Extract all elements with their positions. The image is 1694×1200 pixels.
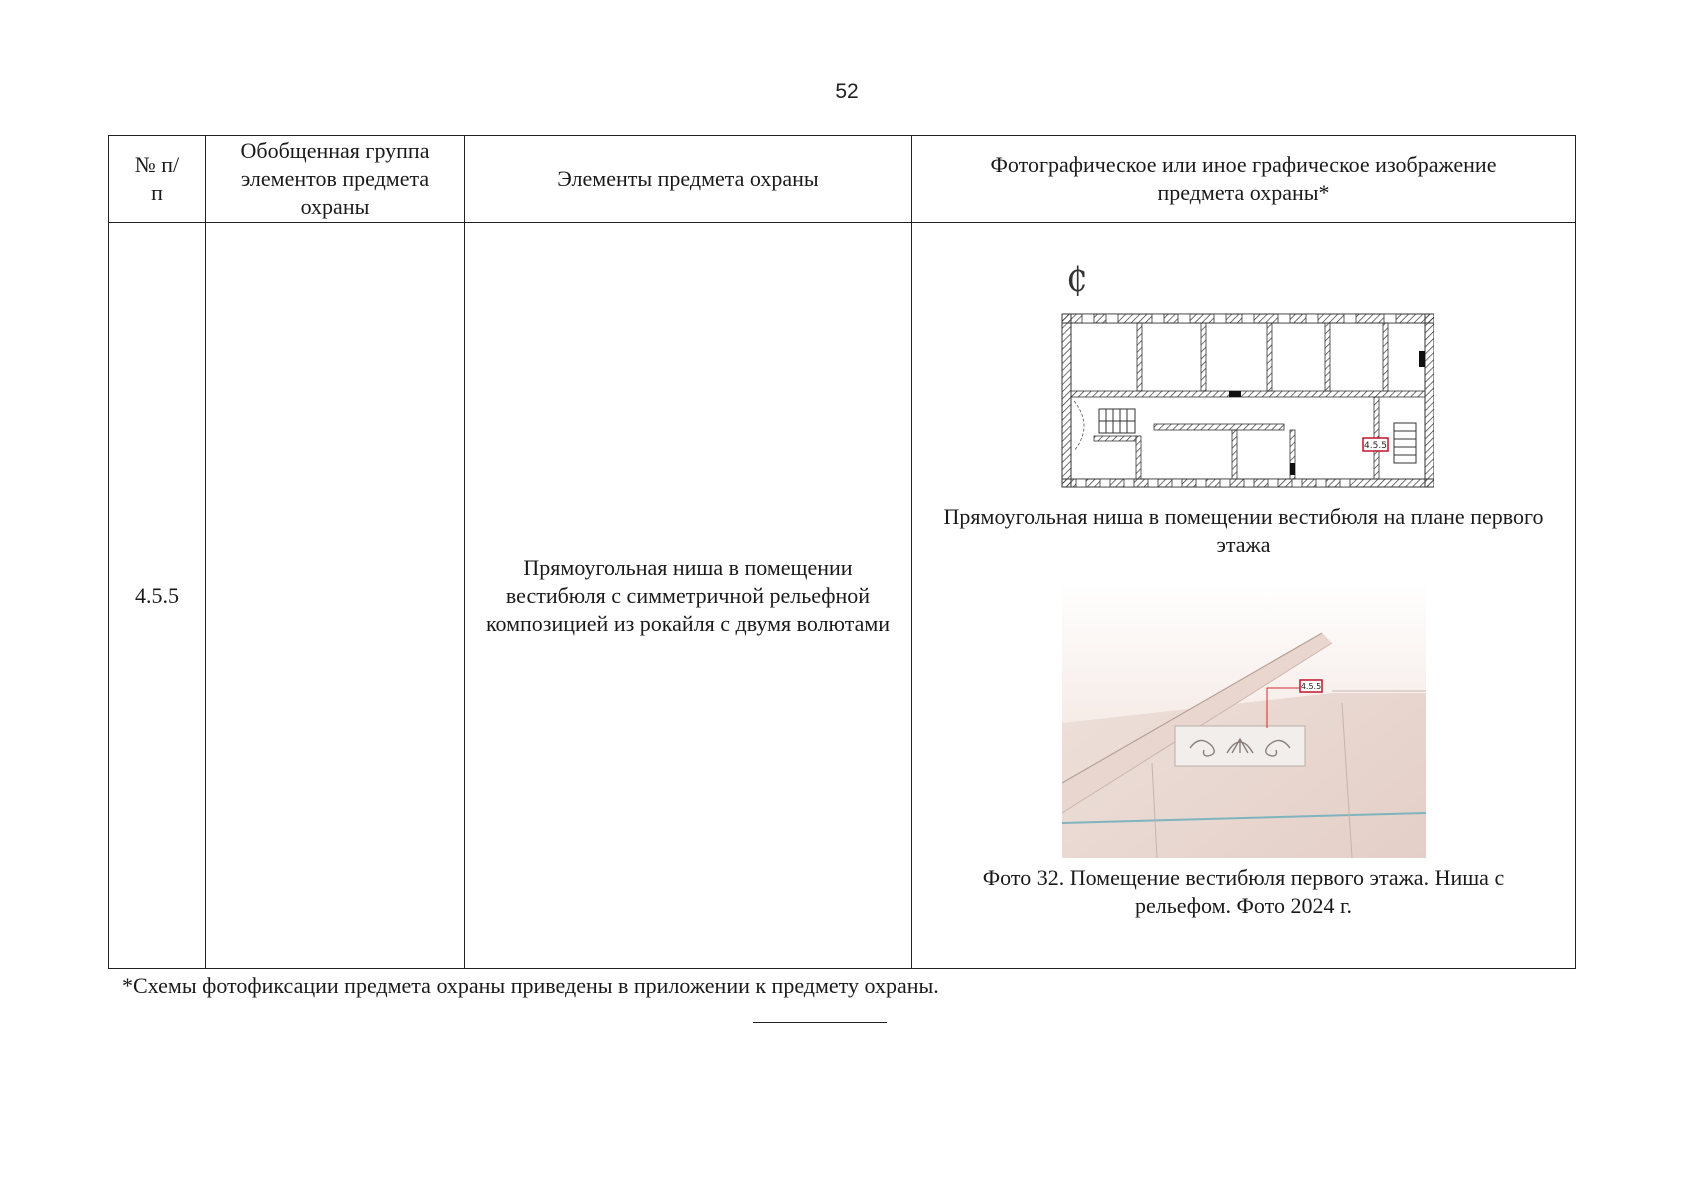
- niche-photo: [1062, 583, 1426, 858]
- table-row: [109, 223, 1576, 969]
- page-number: 52: [835, 80, 859, 103]
- photo-marker-label: 4.5.5: [1300, 682, 1321, 691]
- photo-caption: Фото 32. Помещение вестибюля первого этажа. Ниша с рельефом. Фото 2024 г.: [982, 865, 1505, 918]
- protection-table: [108, 135, 1576, 969]
- header-elements: Элементы предмета охраны: [465, 136, 912, 223]
- header-image: Фотографическое или иное графическое изображение предмета охраны*: [912, 136, 1576, 223]
- plan-caption: Прямоугольная ниша в помещении вестибюля на плане первого этажа: [943, 504, 1544, 557]
- floor-plan-image: [1054, 251, 1434, 491]
- header-group: Обобщенная группа элементов предмета охраны: [206, 136, 465, 223]
- end-rule: [753, 1022, 887, 1023]
- row-image-cell: [912, 223, 1576, 969]
- row-number: 4.5.5: [109, 223, 206, 969]
- header-number: № п/п: [109, 136, 206, 223]
- plan-marker-label: 4.5.5: [1364, 441, 1387, 451]
- footnote: *Схемы фотофиксации предмета охраны приведены в приложении к предмету охраны.: [122, 973, 939, 998]
- axis-symbol: ₵: [1066, 260, 1088, 300]
- row-elements: Прямоугольная ниша в помещении вестибюля с симметричной рельефной композицией из рокайля с двумя волютами: [465, 223, 912, 969]
- table-header-row: [109, 136, 1576, 223]
- row-group: [206, 223, 465, 969]
